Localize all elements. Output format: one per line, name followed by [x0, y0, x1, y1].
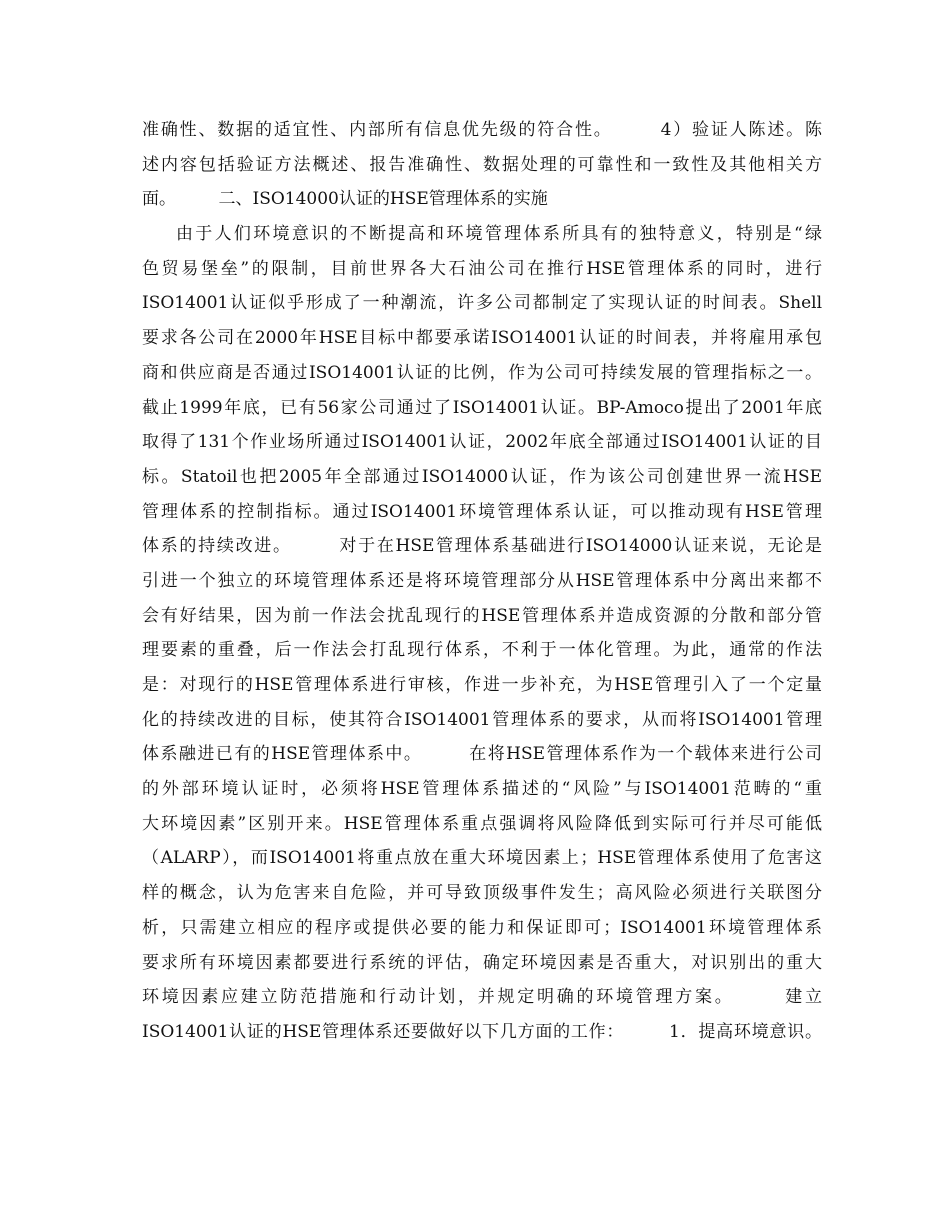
text-line: （ALARP），而ISO14001将重点放在重大环境因素上；HSE管理体系使用了危害这 [142, 848, 822, 869]
text-line: 要求各公司在2000年HSE目标中都要承诺ISO14001认证的时间表，并将雇用承包 [142, 328, 822, 349]
text-line: 理要素的重叠，后一作法会打乱现行体系，不利于一体化管理。为此，通常的作法 [142, 640, 822, 661]
text-line: 体系的持续改进。 对于在HSE管理体系基础进行ISO14000认证来说，无论是 [142, 536, 822, 557]
text-line: 化的持续改进的目标，使其符合ISO14001管理体系的要求，从而将ISO14001管理 [142, 709, 822, 730]
text-line: 的外部环境认证时，必须将HSE管理体系描述的“风险”与ISO14001范畴的“重 [142, 779, 822, 800]
text-line: ISO14001认证的HSE管理体系还要做好以下几方面的工作： 1．提高环境意识。 [142, 1021, 822, 1042]
text-line: 体系融进已有的HSE管理体系中。 在将HSE管理体系作为一个载体来进行公司 [142, 744, 822, 765]
text-line: 管理体系的控制指标。通过ISO14001环境管理体系认证，可以推动现有HSE管理 [142, 501, 822, 522]
body-text [142, 113, 822, 1050]
text-line: 截止1999年底，已有56家公司通过了ISO14001认证。BP-Amoco提出了2001年底 [142, 397, 822, 418]
text-line: 样的概念，认为危害来自危险，并可导致顶级事件发生；高风险必须进行关联图分 [142, 883, 822, 904]
text-line: 引进一个独立的环境管理体系还是将环境管理部分从HSE管理体系中分离出来都不 [142, 570, 822, 591]
text-line: 述内容包括验证方法概述、报告准确性、数据处理的可靠性和一致性及其他相关方 [142, 154, 822, 175]
text-line: 是：对现行的HSE管理体系进行审核，作进一步补充，为HSE管理引入了一个定量 [142, 675, 822, 695]
text-line: 大环境因素”区别开来。HSE管理体系重点强调将风险降低到实际可行并尽可能低 [142, 813, 822, 834]
text-line: 商和供应商是否通过ISO14001认证的比例，作为公司可持续发展的管理指标之一。 [142, 362, 822, 383]
text-line: 准确性、数据的适宜性、内部所有信息优先级的符合性。 4）验证人陈述。陈 [142, 120, 822, 140]
text-line: ISO14001认证似乎形成了一种潮流，许多公司都制定了实现认证的时间表。Shell [142, 293, 822, 314]
text-line: 标。Statoil也把2005年全部通过ISO14000认证，作为该公司创建世界一流HSE [142, 466, 822, 487]
text-line: 色贸易堡垒”的限制，目前世界各大石油公司在推行HSE管理体系的同时，进行 [142, 258, 822, 279]
text-line: 环境因素应建立防范措施和行动计划，并规定明确的环境管理方案。 建立 [142, 987, 822, 1008]
paragraph-start-line: 由于人们环境意识的不断提高和环境管理体系所具有的独特意义，特别是“绿 [176, 224, 822, 245]
section-heading-line: 面。 二、ISO14000认证的HSE管理体系的实施 [142, 189, 548, 210]
text-line: 会有好结果，因为前一作法会扰乱现行的HSE管理体系并造成资源的分散和部分管 [142, 605, 822, 626]
text-line: 取得了131个作业场所通过ISO14001认证，2002年底全部通过ISO14001认证的目 [142, 432, 822, 453]
text-line: 要求所有环境因素都要进行系统的评估，确定环境因素是否重大，对识别出的重大 [142, 952, 822, 973]
text-line: 析，只需建立相应的程序或提供必要的能力和保证即可；ISO14001环境管理体系 [142, 917, 822, 938]
